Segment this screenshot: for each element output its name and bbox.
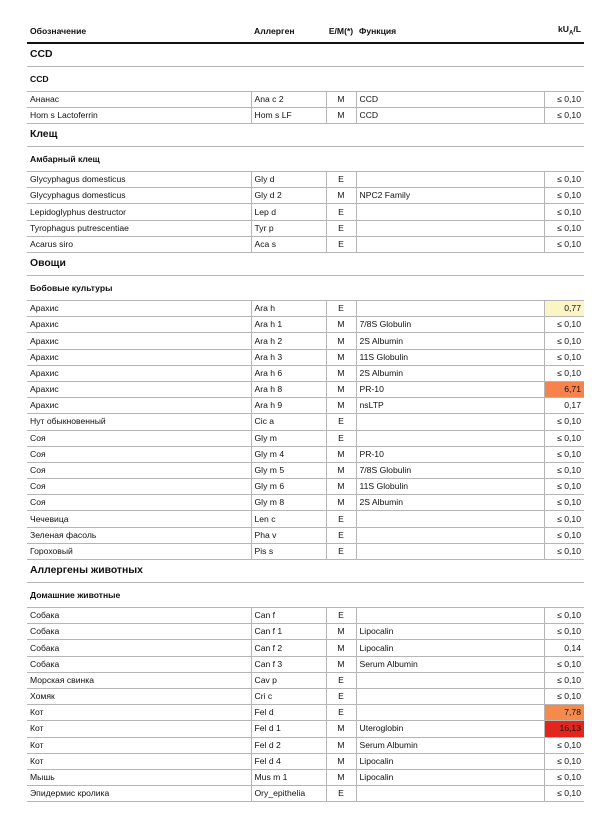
allergen-cell: Fel d 4 — [251, 753, 326, 769]
designation-cell: Кот — [27, 737, 251, 753]
allergen-cell: Gly m 6 — [251, 479, 326, 495]
designation-cell: Собака — [27, 624, 251, 640]
table-row — [27, 608, 584, 624]
function-cell: nsLTP — [356, 398, 544, 414]
subgroup-title: Бобовые культуры — [27, 276, 584, 301]
designation-cell: Собака — [27, 640, 251, 656]
function-cell — [356, 672, 544, 688]
em-cell: E — [326, 705, 356, 721]
value-cell: ≤ 0,10 — [544, 446, 584, 462]
designation-cell: Зеленая фасоль — [27, 527, 251, 543]
em-cell: E — [326, 430, 356, 446]
value-cell: ≤ 0,10 — [544, 172, 584, 188]
group-title: Клещ — [27, 124, 584, 147]
allergen-cell: Len c — [251, 511, 326, 527]
table-row — [27, 333, 584, 349]
value-cell: ≤ 0,10 — [544, 753, 584, 769]
value-cell: 7,78 — [544, 705, 584, 721]
function-cell: 11S Globulin — [356, 479, 544, 495]
function-cell — [356, 608, 544, 624]
em-cell: M — [326, 317, 356, 333]
em-cell: M — [326, 479, 356, 495]
designation-cell: Арахис — [27, 365, 251, 381]
subgroup-title: Домашние животные — [27, 583, 584, 608]
allergen-cell: Can f 3 — [251, 656, 326, 672]
table-row — [27, 721, 584, 737]
em-cell: M — [326, 446, 356, 462]
table-row — [27, 640, 584, 656]
allergen-cell: Hom s LF — [251, 107, 326, 123]
value-cell: ≤ 0,10 — [544, 204, 584, 220]
function-cell: 7/8S Globulin — [356, 462, 544, 478]
function-cell: Uteroglobin — [356, 721, 544, 737]
em-cell: E — [326, 220, 356, 236]
allergen-cell: Ara h 6 — [251, 365, 326, 381]
table-row — [27, 430, 584, 446]
table-row — [27, 688, 584, 704]
function-cell: Lipocalin — [356, 640, 544, 656]
value-cell: ≤ 0,10 — [544, 786, 584, 802]
function-cell: 11S Globulin — [356, 349, 544, 365]
function-cell: PR-10 — [356, 381, 544, 397]
table-row — [27, 769, 584, 785]
em-cell: M — [326, 398, 356, 414]
allergen-cell: Gly m 8 — [251, 495, 326, 511]
header-allergen: Аллерген — [251, 22, 326, 43]
table-row — [27, 543, 584, 559]
function-cell — [356, 543, 544, 559]
value-cell: ≤ 0,10 — [544, 107, 584, 123]
value-cell: ≤ 0,10 — [544, 220, 584, 236]
group-title: CCD — [27, 43, 584, 67]
designation-cell: Арахис — [27, 381, 251, 397]
table-row — [27, 705, 584, 721]
em-cell: E — [326, 608, 356, 624]
table-row — [27, 527, 584, 543]
table-row — [27, 188, 584, 204]
em-cell: M — [326, 640, 356, 656]
allergen-cell: Cri c — [251, 688, 326, 704]
allergen-cell: Ara h 3 — [251, 349, 326, 365]
value-cell: ≤ 0,10 — [544, 608, 584, 624]
designation-cell: Собака — [27, 656, 251, 672]
table-row — [27, 462, 584, 478]
table-row — [27, 91, 584, 107]
value-cell: ≤ 0,10 — [544, 236, 584, 252]
em-cell: E — [326, 236, 356, 252]
function-cell: Lipocalin — [356, 753, 544, 769]
allergen-cell: Ana c 2 — [251, 91, 326, 107]
designation-cell: Кот — [27, 753, 251, 769]
function-cell — [356, 301, 544, 317]
value-cell: ≤ 0,10 — [544, 737, 584, 753]
value-cell: ≤ 0,10 — [544, 688, 584, 704]
subgroup-heading — [27, 276, 584, 301]
allergen-cell: Ara h 2 — [251, 333, 326, 349]
value-cell: ≤ 0,10 — [544, 91, 584, 107]
header-designation: Обозначение — [27, 22, 251, 43]
table-row — [27, 446, 584, 462]
subgroup-heading — [27, 66, 584, 91]
allergen-cell: Ory_epithelia — [251, 786, 326, 802]
table-row — [27, 737, 584, 753]
allergen-cell: Ara h 1 — [251, 317, 326, 333]
allergen-cell: Gly m 4 — [251, 446, 326, 462]
designation-cell: Glycyphagus domesticus — [27, 172, 251, 188]
table-row — [27, 236, 584, 252]
em-cell: E — [326, 511, 356, 527]
designation-cell: Эпидермис кролика — [27, 786, 251, 802]
header-function: Функция — [356, 22, 544, 43]
designation-cell: Acarus siro — [27, 236, 251, 252]
em-cell: M — [326, 753, 356, 769]
allergen-cell: Can f — [251, 608, 326, 624]
allergen-cell: Tyr p — [251, 220, 326, 236]
allergy-report — [27, 22, 584, 802]
value-cell: ≤ 0,10 — [544, 479, 584, 495]
table-row — [27, 172, 584, 188]
value-cell: ≤ 0,10 — [544, 430, 584, 446]
em-cell: M — [326, 333, 356, 349]
value-cell: ≤ 0,10 — [544, 495, 584, 511]
allergen-cell: Fel d — [251, 705, 326, 721]
allergen-cell: Can f 2 — [251, 640, 326, 656]
function-cell: Lipocalin — [356, 624, 544, 640]
function-cell — [356, 527, 544, 543]
em-cell: E — [326, 414, 356, 430]
function-cell: Serum Albumin — [356, 737, 544, 753]
designation-cell: Соя — [27, 446, 251, 462]
value-cell: 0,17 — [544, 398, 584, 414]
value-cell: ≤ 0,10 — [544, 365, 584, 381]
table-row — [27, 107, 584, 123]
allergen-cell: Lep d — [251, 204, 326, 220]
allergen-cell: Aca s — [251, 236, 326, 252]
function-cell: 2S Albumin — [356, 495, 544, 511]
em-cell: M — [326, 381, 356, 397]
table-row — [27, 656, 584, 672]
subgroup-title: CCD — [27, 66, 584, 91]
em-cell: M — [326, 656, 356, 672]
table-row — [27, 753, 584, 769]
allergen-cell: Pis s — [251, 543, 326, 559]
function-cell — [356, 511, 544, 527]
value-cell: ≤ 0,10 — [544, 769, 584, 785]
designation-cell: Морская свинка — [27, 672, 251, 688]
allergen-cell: Fel d 1 — [251, 721, 326, 737]
group-heading — [27, 43, 584, 67]
table-row — [27, 786, 584, 802]
function-cell: 2S Albumin — [356, 333, 544, 349]
value-cell: ≤ 0,10 — [544, 543, 584, 559]
function-cell: Serum Albumin — [356, 656, 544, 672]
designation-cell: Арахис — [27, 301, 251, 317]
designation-cell: Нут обыкновенный — [27, 414, 251, 430]
table-header — [27, 22, 584, 43]
em-cell: M — [326, 769, 356, 785]
allergen-cell: Cic a — [251, 414, 326, 430]
allergen-cell: Ara h 8 — [251, 381, 326, 397]
value-cell: ≤ 0,10 — [544, 672, 584, 688]
table-body — [27, 43, 584, 802]
table-row — [27, 349, 584, 365]
allergen-cell: Ara h 9 — [251, 398, 326, 414]
em-cell: E — [326, 543, 356, 559]
designation-cell: Чечевица — [27, 511, 251, 527]
subgroup-heading — [27, 147, 584, 172]
value-cell: ≤ 0,10 — [544, 624, 584, 640]
allergen-cell: Cav p — [251, 672, 326, 688]
table-row — [27, 672, 584, 688]
function-cell — [356, 236, 544, 252]
value-cell: ≤ 0,10 — [544, 188, 584, 204]
function-cell: CCD — [356, 91, 544, 107]
function-cell: PR-10 — [356, 446, 544, 462]
header-unit: $kU_A/L$ — [544, 22, 584, 43]
function-cell: Lipocalin — [356, 769, 544, 785]
table-row — [27, 398, 584, 414]
em-cell: M — [326, 365, 356, 381]
designation-cell: Арахис — [27, 349, 251, 365]
allergen-cell: Gly m 5 — [251, 462, 326, 478]
function-cell — [356, 705, 544, 721]
designation-cell: Арахис — [27, 317, 251, 333]
designation-cell: Соя — [27, 479, 251, 495]
em-cell: M — [326, 624, 356, 640]
table-row — [27, 495, 584, 511]
em-cell: E — [326, 301, 356, 317]
em-cell: M — [326, 737, 356, 753]
table-row — [27, 301, 584, 317]
designation-cell: Glycyphagus domesticus — [27, 188, 251, 204]
function-cell — [356, 204, 544, 220]
designation-cell: Собака — [27, 608, 251, 624]
table-row — [27, 414, 584, 430]
designation-cell: Соя — [27, 495, 251, 511]
table-row — [27, 479, 584, 495]
table-row — [27, 317, 584, 333]
subgroup-heading — [27, 583, 584, 608]
allergen-cell: Gly m — [251, 430, 326, 446]
function-cell — [356, 688, 544, 704]
header-em: E/M(*) — [326, 22, 356, 43]
results-table — [27, 22, 584, 802]
function-cell — [356, 786, 544, 802]
designation-cell: Мышь — [27, 769, 251, 785]
designation-cell: Соя — [27, 462, 251, 478]
value-cell: ≤ 0,10 — [544, 656, 584, 672]
em-cell: M — [326, 721, 356, 737]
function-cell: 7/8S Globulin — [356, 317, 544, 333]
value-cell: ≤ 0,10 — [544, 511, 584, 527]
designation-cell: Lepidoglyphus destructor — [27, 204, 251, 220]
subgroup-title: Амбарный клещ — [27, 147, 584, 172]
em-cell: E — [326, 172, 356, 188]
allergen-cell: Mus m 1 — [251, 769, 326, 785]
em-cell: M — [326, 462, 356, 478]
allergen-cell: Gly d — [251, 172, 326, 188]
designation-cell: Соя — [27, 430, 251, 446]
em-cell: E — [326, 527, 356, 543]
designation-cell: Арахис — [27, 333, 251, 349]
allergen-cell: Can f 1 — [251, 624, 326, 640]
function-cell: CCD — [356, 107, 544, 123]
function-cell: NPC2 Family — [356, 188, 544, 204]
value-cell: 0,14 — [544, 640, 584, 656]
table-row — [27, 381, 584, 397]
table-row — [27, 511, 584, 527]
allergen-cell: Ara h — [251, 301, 326, 317]
designation-cell: Кот — [27, 705, 251, 721]
value-cell: ≤ 0,10 — [544, 527, 584, 543]
group-heading — [27, 124, 584, 147]
value-cell: ≤ 0,10 — [544, 462, 584, 478]
designation-cell: Хомяк — [27, 688, 251, 704]
em-cell: E — [326, 204, 356, 220]
group-heading — [27, 253, 584, 276]
value-cell: 6,71 — [544, 381, 584, 397]
designation-cell: Арахис — [27, 398, 251, 414]
group-heading — [27, 560, 584, 583]
em-cell: E — [326, 688, 356, 704]
function-cell — [356, 220, 544, 236]
table-row — [27, 220, 584, 236]
em-cell: M — [326, 495, 356, 511]
designation-cell: Гороховый — [27, 543, 251, 559]
value-cell: 16,13 — [544, 721, 584, 737]
function-cell — [356, 414, 544, 430]
allergen-cell: Gly d 2 — [251, 188, 326, 204]
group-title: Овощи — [27, 253, 584, 276]
em-cell: E — [326, 786, 356, 802]
table-row — [27, 624, 584, 640]
value-cell: 0,77 — [544, 301, 584, 317]
em-cell: M — [326, 349, 356, 365]
value-cell: ≤ 0,10 — [544, 333, 584, 349]
value-cell: ≤ 0,10 — [544, 349, 584, 365]
designation-cell: Кот — [27, 721, 251, 737]
function-cell: 2S Albumin — [356, 365, 544, 381]
em-cell: E — [326, 672, 356, 688]
em-cell: M — [326, 188, 356, 204]
value-cell: ≤ 0,10 — [544, 317, 584, 333]
designation-cell: Tyrophagus putrescentiae — [27, 220, 251, 236]
table-row — [27, 365, 584, 381]
table-row — [27, 204, 584, 220]
designation-cell: Hom s Lactoferrin — [27, 107, 251, 123]
em-cell: M — [326, 91, 356, 107]
allergen-cell: Pha v — [251, 527, 326, 543]
em-cell: M — [326, 107, 356, 123]
designation-cell: Ананас — [27, 91, 251, 107]
function-cell — [356, 172, 544, 188]
value-cell: ≤ 0,10 — [544, 414, 584, 430]
allergen-cell: Fel d 2 — [251, 737, 326, 753]
function-cell — [356, 430, 544, 446]
group-title: Аллергены животных — [27, 560, 584, 583]
